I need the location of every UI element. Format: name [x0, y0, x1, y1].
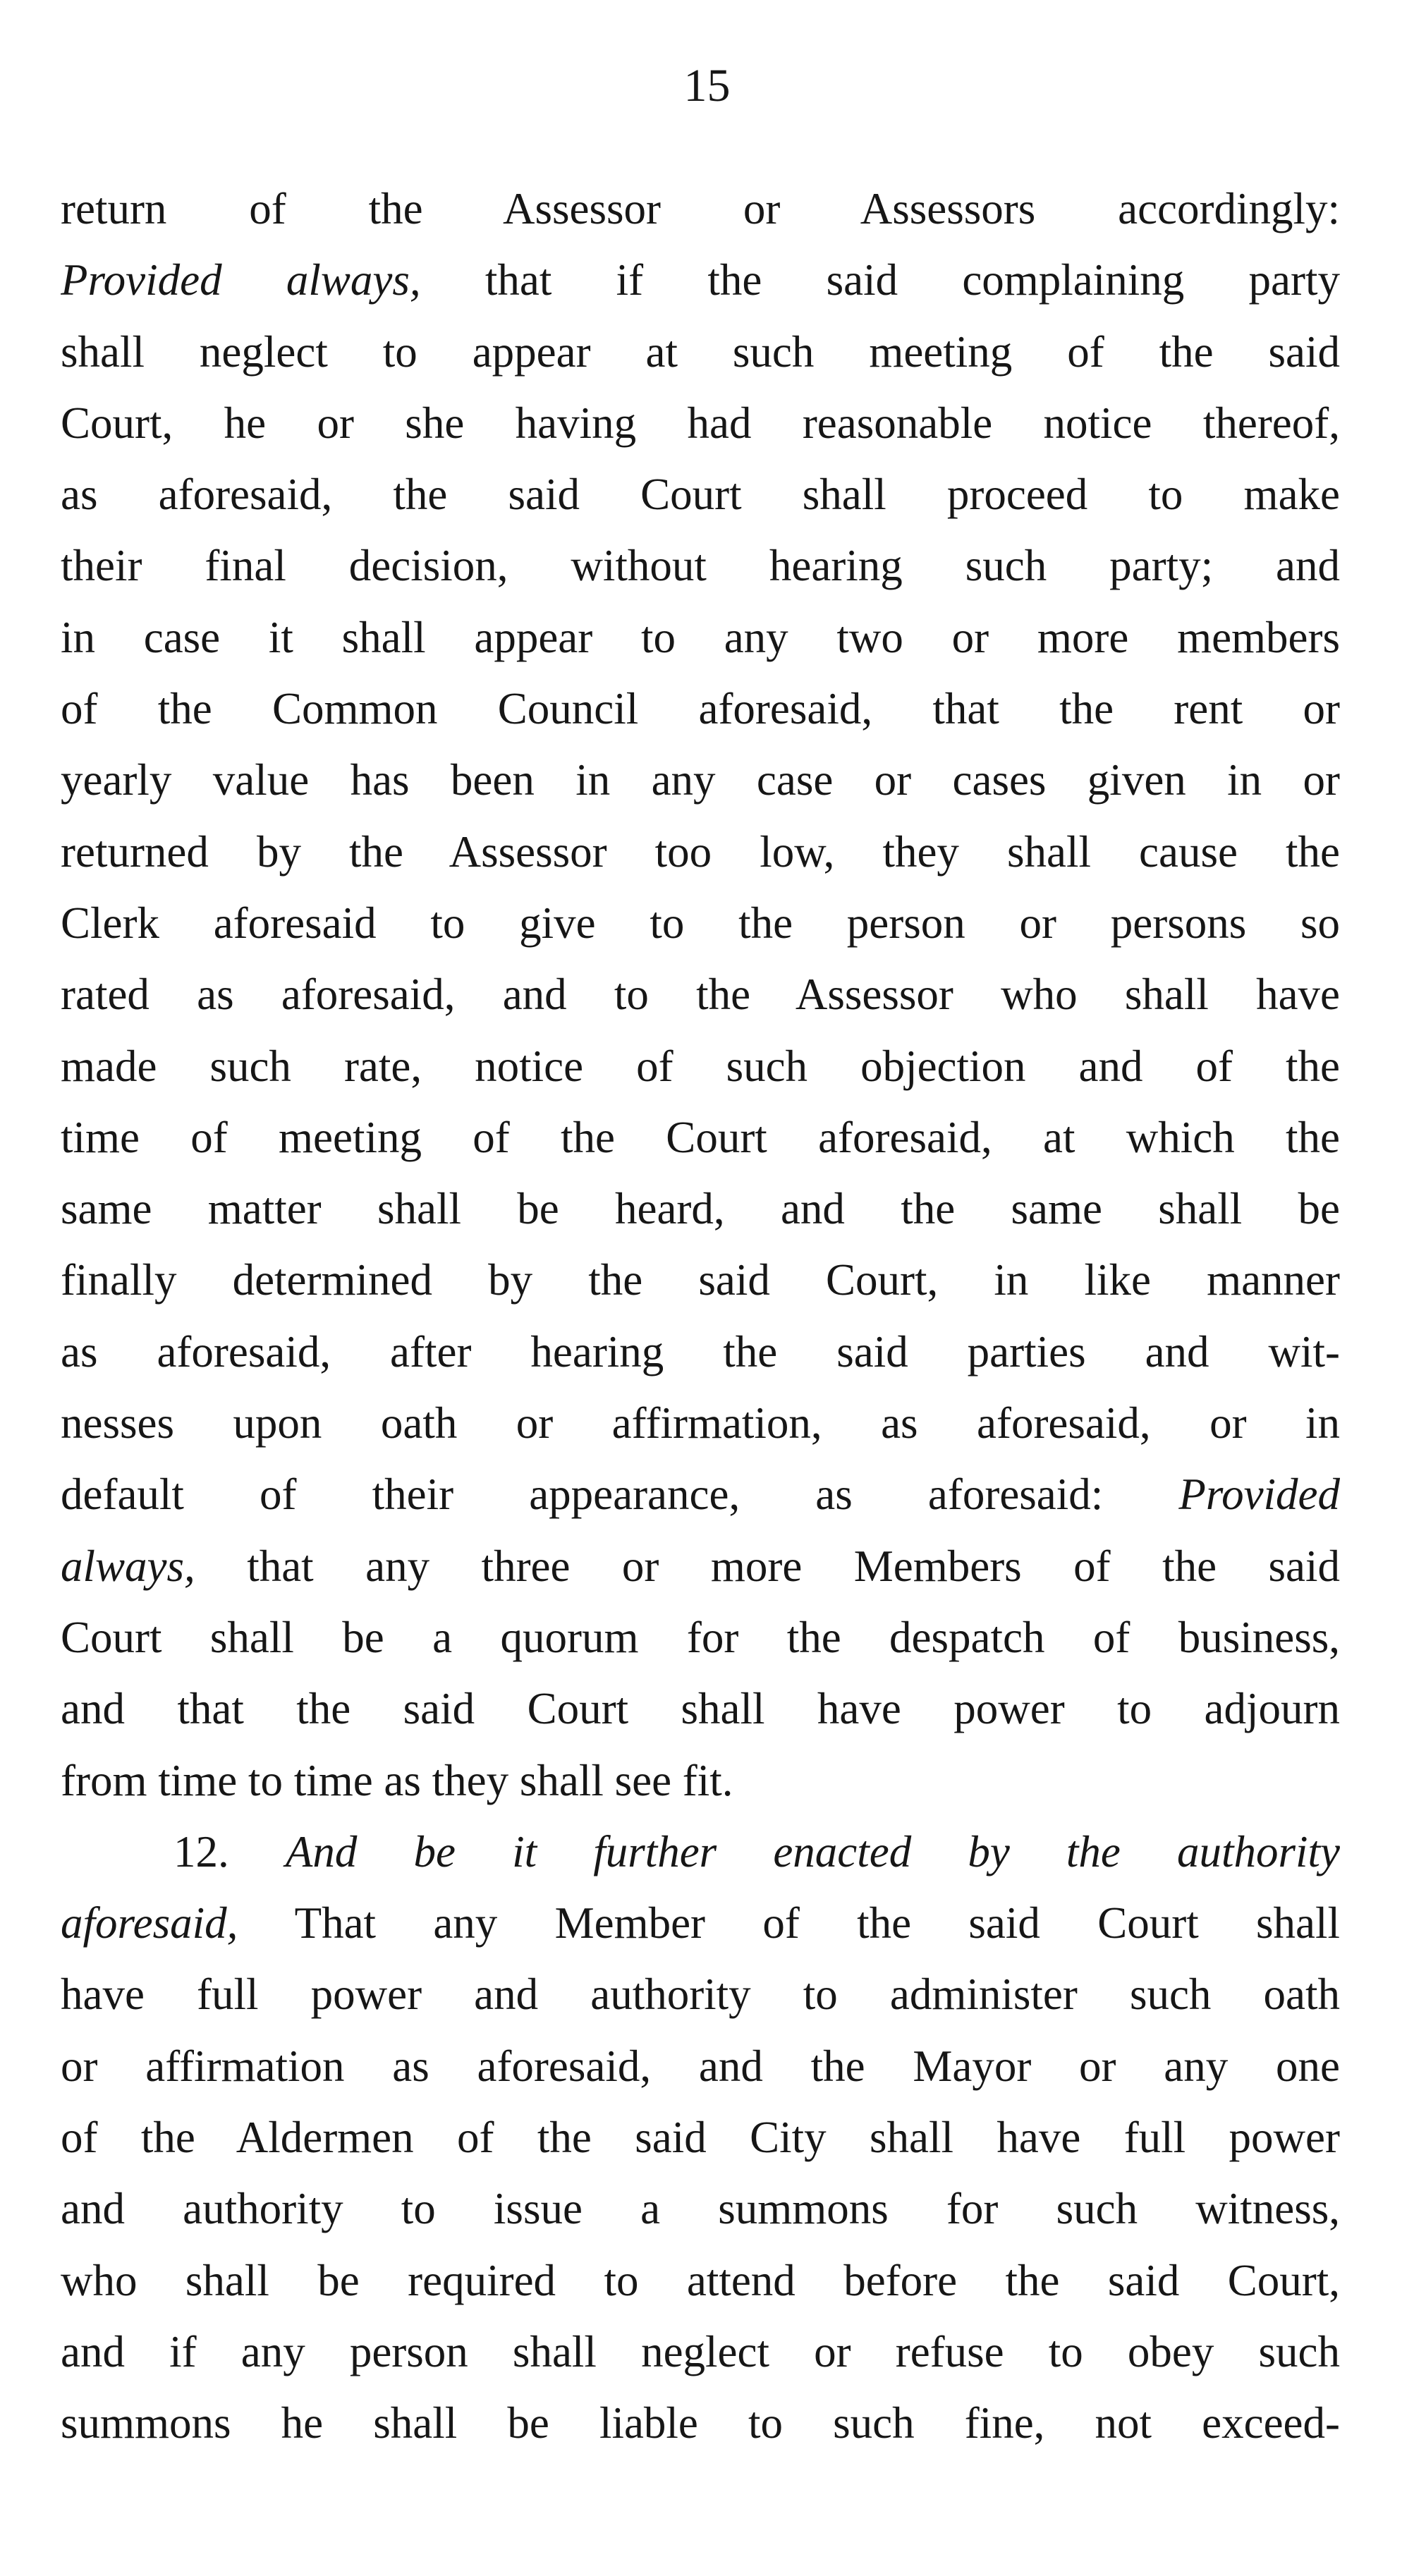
text-segment: and authority to issue a summons for such witness,: [61, 2184, 1340, 2234]
text-line: [61, 2245, 1340, 2316]
text-segment: summons he shall be liable to such fine, not exceed-: [61, 2398, 1340, 2448]
italic-text: Provided: [1178, 1470, 1340, 1520]
italic-text: aforesaid,: [61, 1898, 238, 1948]
text-line: [61, 1102, 1340, 1173]
text-line: [61, 745, 1340, 816]
italic-text: And be it further enacted by the authority: [285, 1826, 1340, 1876]
text-line: [61, 1245, 1340, 1316]
text-segment: default of their appearance, as aforesaid:: [61, 1470, 1179, 1520]
text-line: [61, 459, 1340, 530]
text-line: [61, 602, 1340, 673]
text-line: [61, 173, 1340, 245]
text-line: [61, 888, 1340, 959]
text-segment: time of meeting of the Court aforesaid, at which the: [61, 1112, 1340, 1162]
text-segment: from time to time as they shall see fit.: [61, 1755, 733, 1805]
text-line: [61, 1888, 1340, 1959]
text-segment: finally determined by the said Court, in like manner: [61, 1255, 1340, 1305]
text-line: [61, 1959, 1340, 2030]
text-line: [61, 245, 1340, 316]
text-segment: That any Member of the said Court shall: [238, 1898, 1340, 1948]
text-segment: have full power and authority to administer such oath: [61, 1970, 1340, 2020]
italic-text: always,: [61, 1541, 195, 1591]
text-segment: or affirmation as aforesaid, and the Mayor or any one: [61, 2041, 1340, 2091]
text-line: [61, 1317, 1340, 1388]
text-segment: that if the said complaining party: [420, 255, 1340, 305]
text-segment: in case it shall appear to any two or more members: [61, 612, 1340, 662]
text-line: [61, 1673, 1340, 1745]
text-segment: Clerk aforesaid to give to the person or persons so: [61, 898, 1340, 948]
page-number: 15: [683, 60, 731, 111]
text-segment: their final decision, without hearing such party; and: [61, 541, 1340, 591]
text-segment: same matter shall be heard, and the same shall be: [61, 1184, 1340, 1234]
text-segment: as aforesaid, after hearing the said parties and wit-: [61, 1326, 1340, 1376]
text-line: [61, 2316, 1340, 2388]
text-line: [61, 1459, 1340, 1530]
text-segment: of the Common Council aforesaid, that the rent or: [61, 684, 1340, 734]
text-line: [61, 530, 1340, 602]
text-segment: and that the said Court shall have power to adjourn: [61, 1684, 1340, 1734]
text-segment: of the Aldermen of the said City shall have full power: [61, 2113, 1340, 2163]
text-segment: nesses upon oath or affirmation, as aforesaid, or in: [61, 1398, 1340, 1448]
text-line: [61, 2102, 1340, 2173]
text-line: [61, 959, 1340, 1030]
text-line: [61, 2031, 1340, 2102]
text-segment: as aforesaid, the said Court shall proceed to make: [61, 470, 1340, 520]
text-line: [61, 673, 1340, 745]
text-line: [61, 1531, 1340, 1602]
text-segment: return of the Assessor or Assessors accordingly:: [61, 184, 1340, 233]
text-line: [61, 817, 1340, 888]
text-segment: Court, he or she having had reasonable notice thereof,: [61, 398, 1340, 448]
text-segment: shall neglect to appear at such meeting of the said: [61, 326, 1340, 377]
text-segment: returned by the Assessor too low, they shall cause the: [61, 826, 1340, 877]
text-segment: and if any person shall neglect or refuse to obey such: [61, 2326, 1340, 2376]
text-line: [61, 1388, 1340, 1459]
text-segment: yearly value has been in any case or cases given in or: [61, 755, 1340, 805]
text-segment: Court shall be a quorum for the despatch of business,: [61, 1612, 1340, 1662]
text-line: [61, 388, 1340, 459]
text-line: [61, 1031, 1340, 1102]
text-line: [61, 2388, 1340, 2459]
text-line: [61, 317, 1340, 388]
text-segment: rated as aforesaid, and to the Assessor who shall have: [61, 970, 1340, 1020]
text-segment: who shall be required to attend before the said Court,: [61, 2255, 1340, 2305]
italic-text: Provided always,: [61, 255, 421, 305]
text-line: [61, 1745, 1340, 1817]
text-segment: that any three or more Members of the said: [195, 1541, 1340, 1591]
text-line: [61, 2173, 1340, 2245]
body-text: [61, 173, 1340, 2460]
text-line: [61, 1602, 1340, 1673]
text-line: [61, 1173, 1340, 1245]
text-line: [61, 1817, 1340, 1888]
text-segment: made such rate, notice of such objection and of the: [61, 1041, 1340, 1091]
text-segment: 12.: [173, 1826, 286, 1876]
